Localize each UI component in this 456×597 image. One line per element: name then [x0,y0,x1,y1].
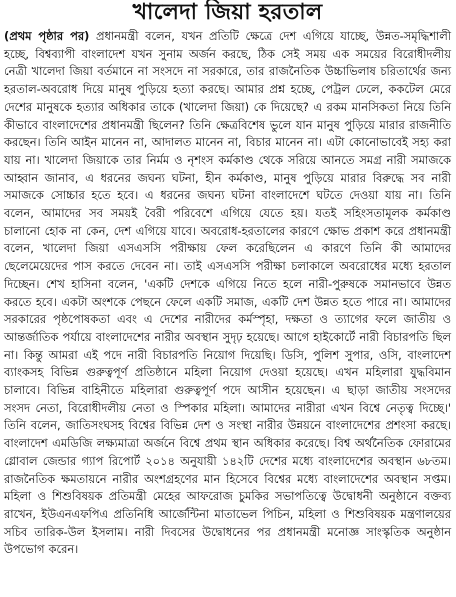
continued-from-front-page: (প্রথম পৃষ্ঠার পর) [4,29,90,43]
article-body [4,28,451,559]
article-body-text: প্রধানমন্ত্রী বলেন, যখন প্রতিটি ক্ষেত্রে দেশ এগিয়ে যাচ্ছে, উন্নত-সমৃদ্ধিশালী হচ্ছে, বিশ্বব্যাপী বাংলাদেশ যখন সুনাম অর্জন করছে, ঠিক সেই সময় এক সময়ের বিরোধীদলীয় নেত্রী খালেদা জিয়া বর্তমানে না সংসদে না সরকারে, তার রাজনৈতিক উচ্চাভিলাষ চরিতার্থের জন্য হরতাল-অবরোধ দিয়ে মানুষ পুড়িয়ে হত্যা করছে। আমার প্রশ্ন হচ্ছে, পেট্রল ঢেলে, ককটেল মেরে দেশের মানুষকে হত্যার অধিকার তাকে (খালেদা জিয়া) কে দিয়েছে? এ রকম মানসিকতা নিয়ে তিনি কীভাবে বাংলাদেশের প্রধানমন্ত্রী ছিলেন? তিনি ক্ষেত্রবিশেষ ভুলে যান মানুষ পুড়িয়ে মারার রাজনীতি করছেন। তিনি আইন মানেন না, আদালত মানেন না, বিচার মানেন না। এটা কোনোভাবেই সহ্য করা যায় না। খালেদা জিয়াকে তার নির্মম ও নৃশংস কর্মকাণ্ড থেকে সরিয়ে আনতে সমগ্র নারী সমাজকে আহ্বান জানাব, এ ধরনের জঘন্য ঘটনা, হীন কর্মকাণ্ড, মানুষ পুড়িয়ে মারার বিরুদ্ধে সব নারী সমাজকে সোচ্চার হতে হবে। এ ধরনের জঘন্য ঘটনা বাংলাদেশে ঘটতে দেওয়া যায় না। তিনি বলেন, আমাদের সব সময়ই বৈরী পরিবেশে এগিয়ে যেতে হয়। যতই সহিংসতামূলক কর্মকাণ্ড চালানো হোক না কেন, দেশ এগিয়ে যাবে। অবরোধ-হরতালের কারণে ক্ষোভ প্রকাশ করে প্রধানমন্ত্রী বলেন, খালেদা জিয়া এসএসসি পরীক্ষায় ফেল করেছিলেন এ কারণে তিনি কী আমাদের ছেলেমেয়েদের পাস করতে দেবেন না। তাই এসএসসি পরীক্ষা চলাকালে অবরোধের মধ্যে হরতাল দিচ্ছেন। শেখ হাসিনা বলেন, 'একটি দেশকে এগিয়ে নিতে হলে নারী-পুরুষকে সমানভাবে উন্নত করতে হবে। একটা অংশকে পেছনে ফেলে একটি সমাজ, একটি দেশ উন্নত হতে পারে না। আমাদের সরকারের পৃষ্ঠপোষকতা এবং এ দেশের নারীদের কর্মস্পৃহা, দক্ষতা ও ত্যাগের ফলে জাতীয় ও আন্তর্জাতিক পর্যায়ে বাংলাদেশের নারীর অবস্থান সুদৃঢ় হয়েছে। আগে হাইকোর্টে নারী বিচারপতি ছিল না। কিন্তু আমরা এই পদে নারী বিচারপতি নিয়োগ দিয়েছি। ডিসি, পুলিশ সুপার, ওসি, বাংলাদেশ ব্যাংকসহ বিভিন্ন গুরুত্বপূর্ণ প্রতিষ্ঠানে মহিলা নিয়োগ দেওয়া হয়েছে। এখন মহিলারা যুদ্ধবিমান চালাবে। বিভিন্ন বাহিনীতে মহিলারা গুরুত্বপূর্ণ পদে আসীন হয়েছেন। এ ছাড়া জাতীয় সংসদের সংসদ নেতা, বিরোধীদলীয় নেতা ও স্পিকার মহিলা। আমাদের নারীরা এখন বিশ্বে নেতৃত্ব দিচ্ছে।' তিনি বলেন, জাতিসংঘসহ বিশ্বের বিভিন্ন দেশ ও সংস্থা নারীর উন্নয়নে বাংলাদেশের প্রশংসা করছে। বাংলাদেশ এমডিজি লক্ষ্যমাত্রা অর্জনে বিশ্বে প্রথম স্থান অধিকার করেছে। বিশ্ব অর্থনৈতিক ফোরামের গ্লোবাল জেন্ডার গ্যাপ রিপোর্ট ২০১৪ অনুযায়ী ১৪২টি দেশের মধ্যে বাংলাদেশের অবস্থান ৬৮তম। রাজনৈতিক ক্ষমতায়নে নারীর অংশগ্রহণের মান হিসেবে বিশ্বের মধ্যে বাংলাদেশের অবস্থান সপ্তম। মহিলা ও শিশুবিষয়ক প্রতিমন্ত্রী মেহের আফরোজ চুমকির সভাপতিত্বে উদ্বোধনী অনুষ্ঠানে বক্তব্য রাখেন, ইউএনএফপিএ প্রতিনিধি আর্জেন্টিনা মাতাভেল পিচিন, মহিলা ও শিশুবিষয়ক মন্ত্রণালয়ের সচিব তারিক-উল ইসলাম। নারী দিবসের উদ্বোধনের পর প্রধানমন্ত্রী মনোজ্ঞ সাংস্কৃতিক অনুষ্ঠান উপভোগ করেন। [4,29,451,557]
headline: খালেদা জিয়া হরতাল [132,0,323,25]
